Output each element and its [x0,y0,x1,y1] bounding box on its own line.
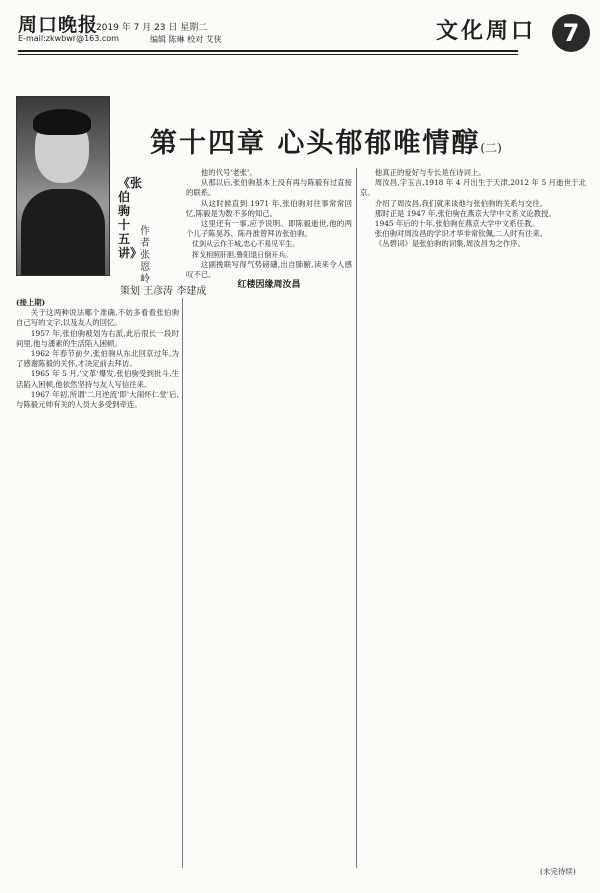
book-title-vertical: 《张伯驹十五讲》 [118,176,143,260]
section-title: 文化周口 [436,18,537,44]
paragraph: 那时正是 1947 年,张伯驹在燕京大学中文系文论教授。 [374,208,556,218]
planning-credits: 策划 王彦涛 李建成 [120,286,207,297]
issue-date: 2019 年 7 月 23 日 星期二 [96,23,208,33]
author-vertical: 作者 张恩岭 [140,226,150,285]
column-divider [182,298,183,868]
editors-credit: 编辑 陈琳 校对 艾侠 [150,35,222,44]
paragraph: 介绍了周汝昌,我们就来谈他与张伯驹的关系与交往。 [374,198,548,208]
paragraph: 1945 年后的十年,张伯驹在燕京大学中文系任教。 [374,219,539,229]
title-part: (二) [480,141,502,155]
paragraph: 从这时候直到 1971 年,张伯驹对往事常常回忆,陈毅是为数不多的知己。 [186,198,352,218]
paragraph: 1962 年春节前夕,张伯驹从东北回京过年,为了感谢陈毅的关怀,才决定前去拜访。 [16,349,179,369]
poem-line: 挥戈相照肝胆,鲁阳退日倒开兵。 [192,250,293,259]
paragraph: 这副挽联写得气势磅礴,出自肺腑,读来令人感叹不已。 [186,259,352,280]
paragraph: 他的代号'老张'。 [200,168,257,177]
header-rule-thin [18,54,518,55]
subheading: 红楼因缘周汝昌 [237,280,301,291]
paragraph: 他真正的爱好与专长是在诗词上。 [374,168,486,177]
text-column-3 [360,168,586,868]
paragraph: 周汝昌,字玉言,1918 年 4 月出生于天津,2012 年 5 月逝世于北京。 [360,178,586,198]
page-header [0,0,600,66]
paragraph: 这里还有一事,应予说明。即陈毅逝世,他的两个儿子陈昊苏、陈丹淮曾拜访张伯驹。 [186,219,352,239]
column-divider [356,168,357,868]
contact-email: E-mail:zkwbwr@163.com [18,34,119,43]
paragraph: 1957 年,张伯驹被划为右派,此后很长一段时间里,他与潘素的生活陷入困顿。 [16,328,179,348]
paragraph: 1965 年 5 月,'文革'爆发,张伯驹受到批斗,生活陷入困顿,他依然坚持与友人写信往来。 [16,369,179,389]
text-column-2 [186,168,352,868]
portrait-photo [16,96,110,276]
paragraph: 张伯驹对周汝昌的学识才华非常钦佩,二人时有往来。 [374,229,548,239]
poem-line: 仗剑从云作干城,忠心不易见平生。 [192,240,300,249]
article-title: 第十四章 心头郁郁唯情醇(二) [150,128,502,159]
paragraph: 从那以后,张伯驹基本上没有再与陈毅有过直接的联系。 [186,178,352,198]
header-rule [18,50,518,52]
to-be-continued: (未完待续) [540,867,576,876]
brand-logo: 周口晚报 [18,14,99,36]
paragraph: 《丛碧词》是张伯驹的词集,周汝昌为之作序。 [374,239,525,249]
paragraph: (接上期) [16,298,46,307]
paragraph: 关于这两种说法哪个准确,不妨多看看张伯驹自己写的文字,以及友人的回忆。 [16,308,179,328]
paragraph: 1967 年初,所谓'二月逆流'即'大闹怀仁堂'后,与陈毅元帅有关的人员大多受到牵连。 [16,389,179,410]
page-number-badge: 7 [552,14,590,52]
text-column-1 [16,298,179,868]
